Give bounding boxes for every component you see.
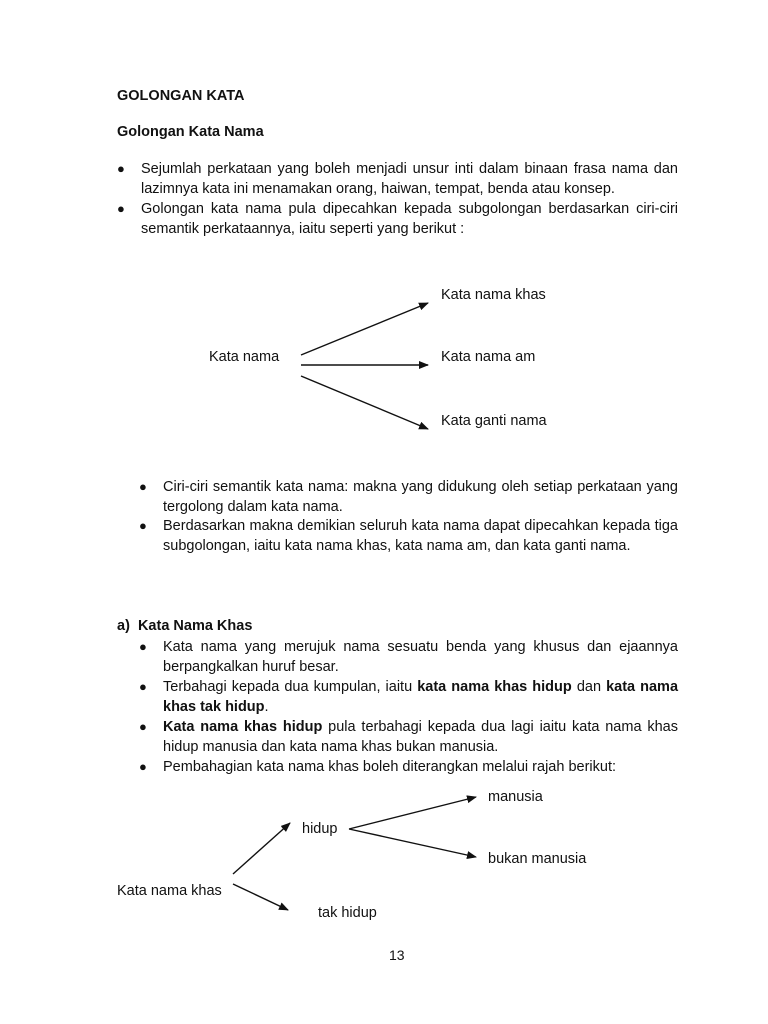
list-item-text: pula terbahagi kepada dua lagi iaitu kata nama khas hidup manusia dan kata nama khas bukan manusia. [163,719,678,755]
diagram-node-hidup: hidup [302,821,338,837]
arrow-to-manusia [349,797,476,829]
diagram-node-kata-nama-am: Kata nama am [441,349,536,365]
page-number: 13 [389,947,405,963]
diagram-node-kata-nama-khas: Kata nama khas [441,287,546,303]
diagram-node-tak-hidup: tak hidup [318,905,377,921]
list-item: Sejumlah perkataan yang boleh menjadi unsur inti dalam binaan frasa nama dan lazimnya kata ini menamakan orang, haiwan, tempat, benda atau konsep. [141,161,678,197]
arrow-to-bukan-manusia [349,829,476,857]
arrow-to-kata-nama-khas [301,303,428,355]
list-item [163,717,678,757]
diagram-node-kata-ganti-nama: Kata ganti nama [441,413,547,429]
bullet-marker: ● [139,679,147,694]
section-heading-kata-nama-khas: a) Kata Nama Khas [117,618,253,634]
arrow-to-hidup [233,823,290,874]
bullet-marker: ● [139,759,147,774]
list-item-text: dan [571,679,607,695]
list-item: Ciri-ciri semantik kata nama: makna yang didukung oleh setiap perkataan yang tergolong dalam kata nama. [163,479,678,515]
bullet-marker: ● [117,201,125,216]
diagram-root-kata-nama: Kata nama [209,349,280,365]
list-item: Kata nama yang merujuk nama sesuatu benda yang khusus dan ejaannya berpangkalkan huruf besar. [163,639,678,675]
diagram-node-manusia: manusia [488,789,543,805]
list-item: Pembahagian kata nama khas boleh diterangkan melalui rajah berikut: [163,759,617,775]
bullet-marker: ● [139,719,147,734]
emphasis-kata-nama-khas-tak-hidup: kata nama khas tak hidup [163,679,679,715]
bullet-marker: ● [117,161,125,176]
list-item: Berdasarkan makna demikian seluruh kata nama dapat dipecahkan kepada tiga subgolongan, iaitu kata nama khas, kata nama am, dan kata ganti nama. [163,518,678,554]
bullet-marker: ● [139,639,147,654]
document-title: GOLONGAN KATA [117,88,245,104]
diagram-node-bukan-manusia: bukan manusia [488,851,587,867]
bullet-marker: ● [139,518,147,533]
list-item-text: . [264,699,269,715]
list-item-text: Terbahagi kepada dua kumpulan, iaitu [163,679,418,695]
bullet-marker: ● [139,479,147,494]
arrow-to-tak-hidup [233,884,288,910]
section-heading-kata-nama: Golongan Kata Nama [117,124,264,140]
list-item: Golongan kata nama pula dipecahkan kepada subgolongan berdasarkan ciri-ciri semantik perkataannya, iaitu seperti yang berikut : [141,201,678,237]
emphasis-kata-nama-khas-hidup: Kata nama khas hidup [163,719,323,735]
list-item [163,677,678,717]
emphasis-kata-nama-khas-hidup: kata nama khas hidup [417,679,572,695]
diagram-root-kata-nama-khas: Kata nama khas [117,883,222,899]
arrow-to-kata-ganti-nama [301,376,428,429]
